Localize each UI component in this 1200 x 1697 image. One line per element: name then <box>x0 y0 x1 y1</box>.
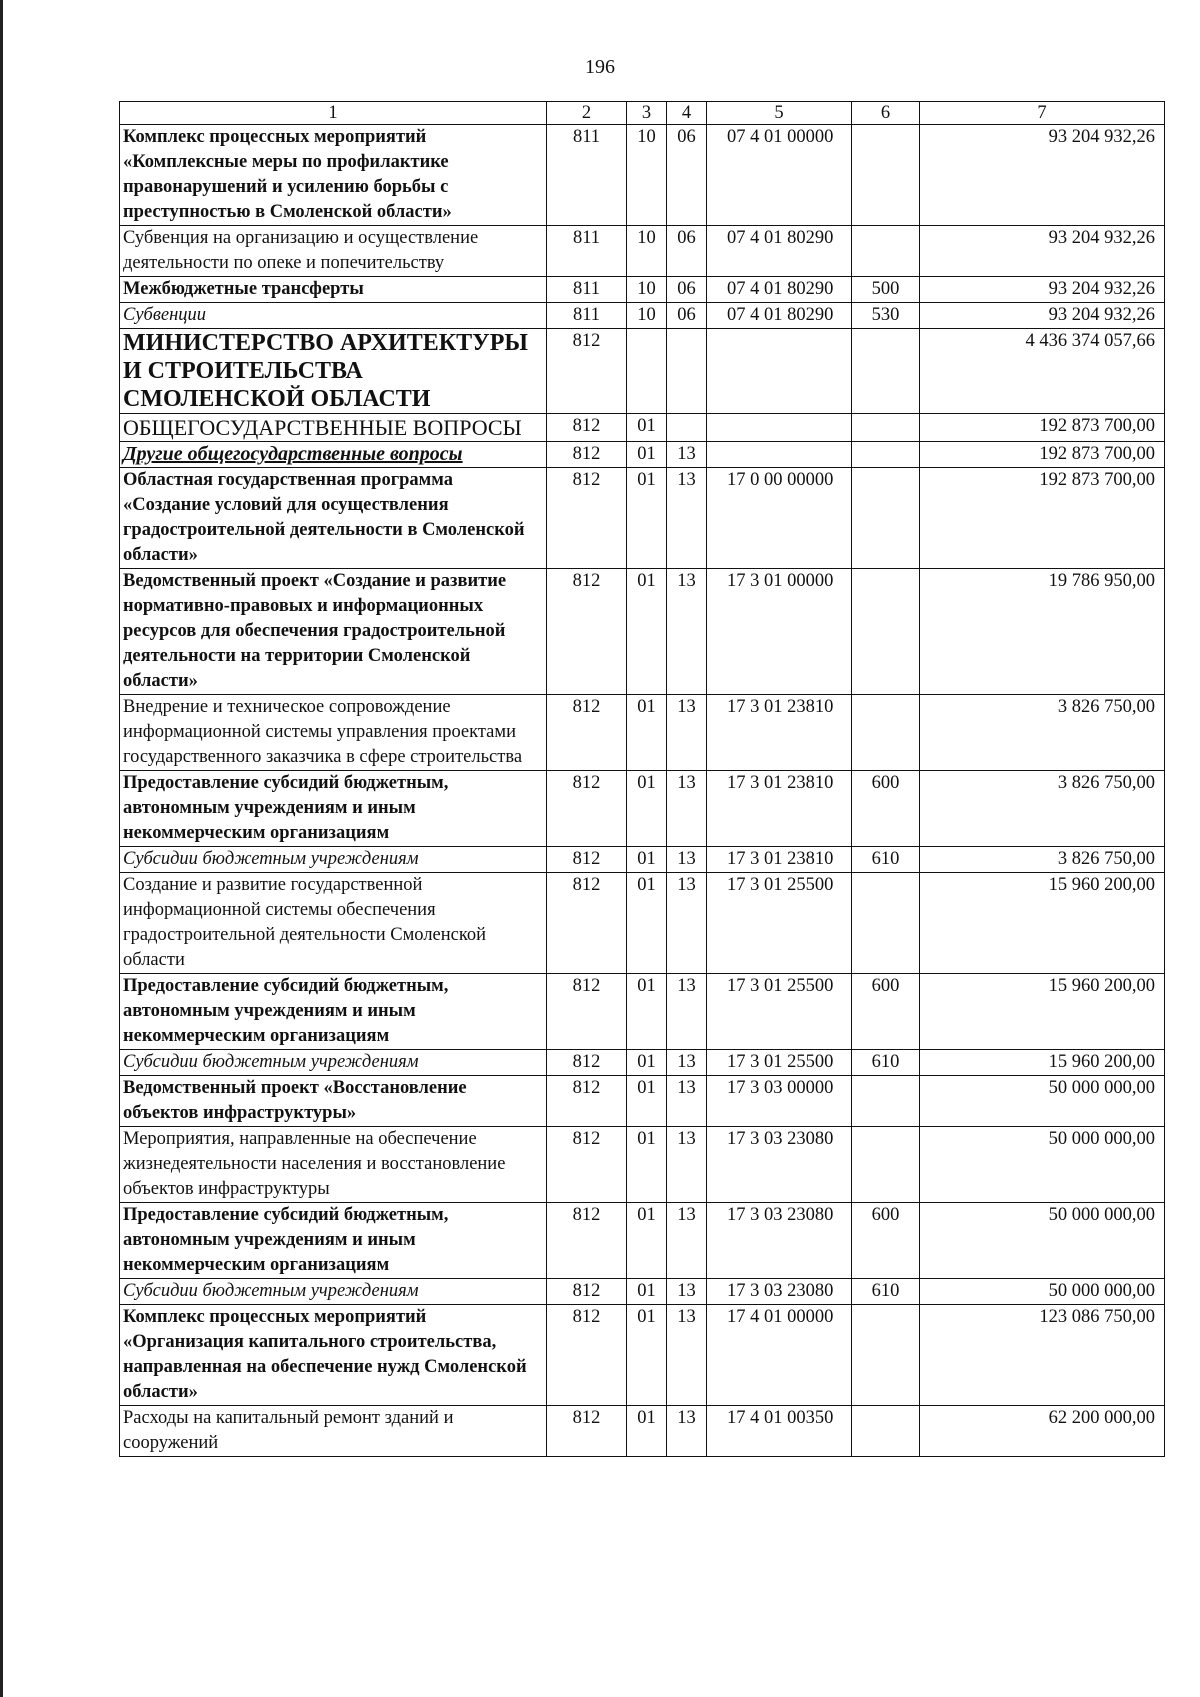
row-subsection-cell: 13 <box>667 1406 707 1457</box>
table-row <box>120 442 1165 468</box>
row-expense-type-cell: 610 <box>852 1279 920 1305</box>
row-expense-type-cell: 600 <box>852 771 920 847</box>
row-section-cell: 01 <box>627 1203 667 1279</box>
row-subsection-cell: 06 <box>667 226 707 277</box>
row-target-article-cell: 07 4 01 80290 <box>707 277 852 303</box>
row-expense-type-cell: 610 <box>852 1050 920 1076</box>
row-subsection-cell <box>667 414 707 442</box>
row-name-cell: Внедрение и техническое сопровождение информационной системы управления проектами государственного заказчика в сфере строительства <box>120 695 547 771</box>
row-subsection-cell: 13 <box>667 468 707 569</box>
row-amount-cell: 19 786 950,00 <box>920 569 1165 695</box>
row-target-article-cell: 17 3 01 25500 <box>707 873 852 974</box>
table-row <box>120 1305 1165 1406</box>
row-ministry-code-cell: 811 <box>547 277 627 303</box>
row-ministry-code-cell: 811 <box>547 125 627 226</box>
row-name-cell: Межбюджетные трансферты <box>120 277 547 303</box>
table-row <box>120 569 1165 695</box>
row-amount-cell: 50 000 000,00 <box>920 1279 1165 1305</box>
row-subsection-cell: 13 <box>667 1305 707 1406</box>
row-section-cell: 01 <box>627 468 667 569</box>
row-ministry-code-cell: 812 <box>547 414 627 442</box>
row-name-cell: МИНИСТЕРСТВО АРХИТЕКТУРЫ И СТРОИТЕЛЬСТВА СМОЛЕНСКОЙ ОБЛАСТИ <box>120 329 547 414</box>
row-section-cell: 01 <box>627 569 667 695</box>
row-ministry-code-cell: 812 <box>547 873 627 974</box>
row-subsection-cell: 13 <box>667 847 707 873</box>
row-subsection-cell: 13 <box>667 695 707 771</box>
row-ministry-code-cell: 812 <box>547 847 627 873</box>
row-subsection-cell: 13 <box>667 1076 707 1127</box>
table-row <box>120 1050 1165 1076</box>
row-name-cell: Другие общегосударственные вопросы <box>120 442 547 468</box>
row-ministry-code-cell: 812 <box>547 468 627 569</box>
row-target-article-cell: 17 4 01 00000 <box>707 1305 852 1406</box>
row-expense-type-cell <box>852 1127 920 1203</box>
row-target-article-cell: 17 3 01 23810 <box>707 847 852 873</box>
row-ministry-code-cell: 812 <box>547 329 627 414</box>
row-subsection-cell: 06 <box>667 277 707 303</box>
row-amount-cell: 192 873 700,00 <box>920 442 1165 468</box>
row-name-cell: ОБЩЕГОСУДАРСТВЕННЫЕ ВОПРОСЫ <box>120 414 547 442</box>
row-name-cell: Комплекс процессных мероприятий «Комплексные меры по профилактике правонарушений и усилению борьбы с преступностью в Смоленской области» <box>120 125 547 226</box>
row-expense-type-cell <box>852 1076 920 1127</box>
row-name-cell: Создание и развитие государственной информационной системы обеспечения градостроительной деятельности Смоленской области <box>120 873 547 974</box>
row-target-article-cell: 17 3 01 23810 <box>707 695 852 771</box>
row-expense-type-cell <box>852 873 920 974</box>
row-name-cell: Ведомственный проект «Восстановление объектов инфраструктуры» <box>120 1076 547 1127</box>
row-subsection-cell: 13 <box>667 1203 707 1279</box>
row-amount-cell: 3 826 750,00 <box>920 771 1165 847</box>
row-target-article-cell <box>707 329 852 414</box>
row-name-cell: Мероприятия, направленные на обеспечение жизнедеятельности населения и восстановление объектов инфраструктуры <box>120 1127 547 1203</box>
row-name-cell: Предоставление субсидий бюджетным, автономным учреждениям и иным некоммерческим организациям <box>120 771 547 847</box>
row-subsection-cell: 13 <box>667 974 707 1050</box>
row-ministry-code-cell: 812 <box>547 1127 627 1203</box>
row-section-cell: 01 <box>627 771 667 847</box>
row-amount-cell: 15 960 200,00 <box>920 974 1165 1050</box>
row-target-article-cell: 17 0 00 00000 <box>707 468 852 569</box>
table-row <box>120 125 1165 226</box>
row-amount-cell: 93 204 932,26 <box>920 125 1165 226</box>
header-cell-4: 4 <box>667 102 707 125</box>
row-expense-type-cell: 610 <box>852 847 920 873</box>
row-section-cell: 01 <box>627 442 667 468</box>
row-section-cell: 01 <box>627 974 667 1050</box>
row-target-article-cell: 07 4 01 80290 <box>707 303 852 329</box>
row-amount-cell: 93 204 932,26 <box>920 277 1165 303</box>
header-cell-1: 1 <box>120 102 547 125</box>
table-row <box>120 771 1165 847</box>
table-row <box>120 873 1165 974</box>
row-target-article-cell: 17 3 03 23080 <box>707 1127 852 1203</box>
row-amount-cell: 93 204 932,26 <box>920 226 1165 277</box>
row-amount-cell: 3 826 750,00 <box>920 847 1165 873</box>
row-expense-type-cell <box>852 1305 920 1406</box>
row-expense-type-cell <box>852 468 920 569</box>
table-row <box>120 226 1165 277</box>
row-ministry-code-cell: 812 <box>547 974 627 1050</box>
row-ministry-code-cell: 812 <box>547 1305 627 1406</box>
row-subsection-cell: 13 <box>667 771 707 847</box>
row-section-cell: 01 <box>627 1076 667 1127</box>
row-target-article-cell: 17 3 01 25500 <box>707 974 852 1050</box>
row-subsection-cell: 06 <box>667 303 707 329</box>
row-section-cell: 10 <box>627 226 667 277</box>
row-target-article-cell <box>707 442 852 468</box>
row-target-article-cell: 17 3 01 00000 <box>707 569 852 695</box>
row-ministry-code-cell: 812 <box>547 1279 627 1305</box>
row-target-article-cell: 17 3 03 00000 <box>707 1076 852 1127</box>
table-row <box>120 468 1165 569</box>
row-amount-cell: 15 960 200,00 <box>920 1050 1165 1076</box>
row-expense-type-cell <box>852 226 920 277</box>
header-cell-6: 6 <box>852 102 920 125</box>
row-name-cell: Субсидии бюджетным учреждениям <box>120 1050 547 1076</box>
row-subsection-cell: 13 <box>667 873 707 974</box>
table-row <box>120 974 1165 1050</box>
table-row <box>120 329 1165 414</box>
row-target-article-cell: 07 4 01 00000 <box>707 125 852 226</box>
row-section-cell: 01 <box>627 1406 667 1457</box>
row-ministry-code-cell: 811 <box>547 303 627 329</box>
row-target-article-cell: 17 4 01 00350 <box>707 1406 852 1457</box>
row-section-cell: 01 <box>627 1279 667 1305</box>
row-amount-cell: 3 826 750,00 <box>920 695 1165 771</box>
row-target-article-cell: 17 3 01 25500 <box>707 1050 852 1076</box>
row-name-cell: Комплекс процессных мероприятий «Организация капитального строительства, направленная на обеспечение нужд Смоленской области» <box>120 1305 547 1406</box>
row-name-cell: Субсидии бюджетным учреждениям <box>120 1279 547 1305</box>
row-subsection-cell: 13 <box>667 569 707 695</box>
row-amount-cell: 50 000 000,00 <box>920 1076 1165 1127</box>
row-name-cell: Ведомственный проект «Создание и развитие нормативно-правовых и информационных ресурсов для обеспечения градостроительной деятельности на территории Смоленской области» <box>120 569 547 695</box>
row-expense-type-cell: 500 <box>852 277 920 303</box>
budget-table-body <box>120 102 1165 1457</box>
row-amount-cell: 4 436 374 057,66 <box>920 329 1165 414</box>
row-expense-type-cell <box>852 695 920 771</box>
header-cell-5: 5 <box>707 102 852 125</box>
row-name-cell: Предоставление субсидий бюджетным, автономным учреждениям и иным некоммерческим организациям <box>120 974 547 1050</box>
row-amount-cell: 192 873 700,00 <box>920 468 1165 569</box>
table-row <box>120 414 1165 442</box>
row-expense-type-cell: 600 <box>852 974 920 1050</box>
row-name-cell: Субвенция на организацию и осуществление деятельности по опеке и попечительству <box>120 226 547 277</box>
table-row <box>120 1406 1165 1457</box>
row-subsection-cell: 06 <box>667 125 707 226</box>
row-expense-type-cell <box>852 1406 920 1457</box>
row-ministry-code-cell: 811 <box>547 226 627 277</box>
row-section-cell: 01 <box>627 1050 667 1076</box>
row-amount-cell: 93 204 932,26 <box>920 303 1165 329</box>
row-name-cell: Субвенции <box>120 303 547 329</box>
row-ministry-code-cell: 812 <box>547 695 627 771</box>
row-target-article-cell: 07 4 01 80290 <box>707 226 852 277</box>
header-cell-7: 7 <box>920 102 1165 125</box>
table-row <box>120 847 1165 873</box>
row-subsection-cell <box>667 329 707 414</box>
row-ministry-code-cell: 812 <box>547 569 627 695</box>
table-row <box>120 1203 1165 1279</box>
row-section-cell: 10 <box>627 303 667 329</box>
table-row <box>120 277 1165 303</box>
row-amount-cell: 62 200 000,00 <box>920 1406 1165 1457</box>
table-row <box>120 695 1165 771</box>
row-ministry-code-cell: 812 <box>547 1050 627 1076</box>
row-expense-type-cell: 600 <box>852 1203 920 1279</box>
row-section-cell: 01 <box>627 847 667 873</box>
row-subsection-cell: 13 <box>667 442 707 468</box>
row-expense-type-cell <box>852 414 920 442</box>
row-name-cell: Предоставление субсидий бюджетным, автономным учреждениям и иным некоммерческим организациям <box>120 1203 547 1279</box>
row-name-cell: Расходы на капитальный ремонт зданий и сооружений <box>120 1406 547 1457</box>
row-target-article-cell: 17 3 03 23080 <box>707 1203 852 1279</box>
row-ministry-code-cell: 812 <box>547 1203 627 1279</box>
table-header-row <box>120 102 1165 125</box>
row-section-cell: 01 <box>627 873 667 974</box>
scan-edge-line <box>0 0 3 1697</box>
row-section-cell: 10 <box>627 125 667 226</box>
row-section-cell: 01 <box>627 1305 667 1406</box>
row-name-cell: Субсидии бюджетным учреждениям <box>120 847 547 873</box>
row-section-cell: 01 <box>627 414 667 442</box>
row-section-cell: 10 <box>627 277 667 303</box>
page-number: 196 <box>585 56 615 78</box>
row-subsection-cell: 13 <box>667 1050 707 1076</box>
row-ministry-code-cell: 812 <box>547 1406 627 1457</box>
row-ministry-code-cell: 812 <box>547 771 627 847</box>
row-target-article-cell: 17 3 01 23810 <box>707 771 852 847</box>
row-expense-type-cell <box>852 125 920 226</box>
row-amount-cell: 50 000 000,00 <box>920 1203 1165 1279</box>
row-amount-cell: 15 960 200,00 <box>920 873 1165 974</box>
row-name-cell: Областная государственная программа «Создание условий для осуществления градостроительной деятельности в Смоленской области» <box>120 468 547 569</box>
row-amount-cell: 50 000 000,00 <box>920 1127 1165 1203</box>
row-amount-cell: 192 873 700,00 <box>920 414 1165 442</box>
budget-table <box>119 101 1165 1457</box>
header-cell-3: 3 <box>627 102 667 125</box>
row-section-cell <box>627 329 667 414</box>
row-expense-type-cell: 530 <box>852 303 920 329</box>
header-cell-2: 2 <box>547 102 627 125</box>
row-section-cell: 01 <box>627 695 667 771</box>
table-row <box>120 1076 1165 1127</box>
row-ministry-code-cell: 812 <box>547 1076 627 1127</box>
row-ministry-code-cell: 812 <box>547 442 627 468</box>
row-expense-type-cell <box>852 329 920 414</box>
table-row <box>120 1279 1165 1305</box>
row-subsection-cell: 13 <box>667 1127 707 1203</box>
table-row <box>120 303 1165 329</box>
row-expense-type-cell <box>852 569 920 695</box>
row-amount-cell: 123 086 750,00 <box>920 1305 1165 1406</box>
row-target-article-cell <box>707 414 852 442</box>
row-subsection-cell: 13 <box>667 1279 707 1305</box>
table-row <box>120 1127 1165 1203</box>
row-expense-type-cell <box>852 442 920 468</box>
row-section-cell: 01 <box>627 1127 667 1203</box>
row-target-article-cell: 17 3 03 23080 <box>707 1279 852 1305</box>
